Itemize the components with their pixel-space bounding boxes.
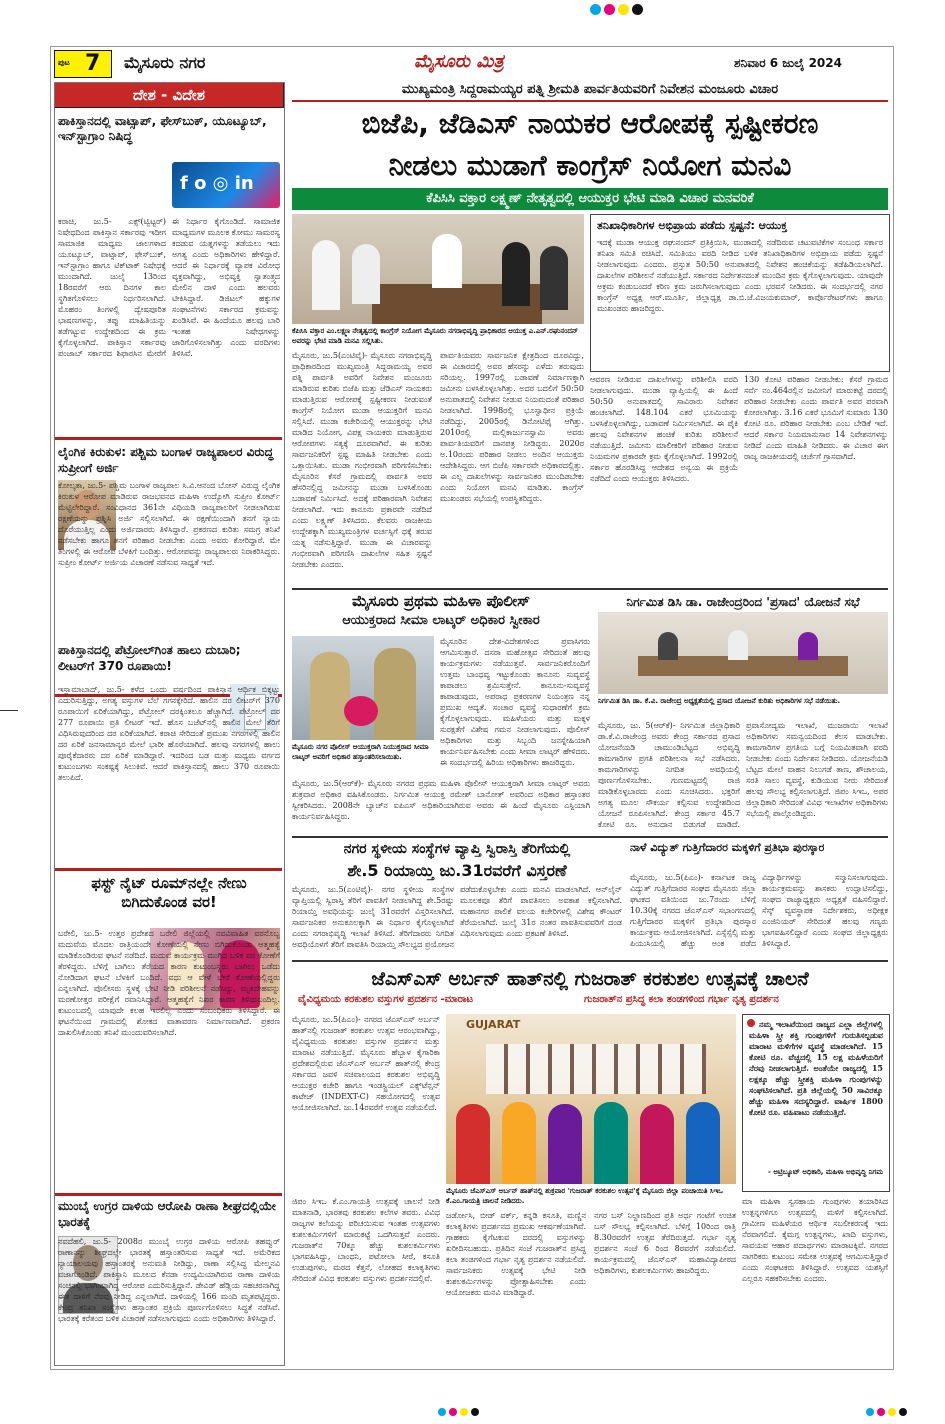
craft-headline: ಜೆಎಸ್‌ಎಸ್ ಅರ್ಬನ್ ಹಾತ್‌ನಲ್ಲಿ ಗುಜರಾತ್ ಕರಕುಶಲ ಉತ್ಸವಕ್ಕೆ ಚಾಲನೆ	[371, 968, 809, 990]
a4-headline: ಫಸ್ಟ್ ನೈಟ್ ರೂಮ್‌ನಲ್ಲೇ ನೇಣು ಬಿಗಿದುಕೊಂಡ ವರ!	[91, 874, 247, 911]
craft-caption: ಮೈಸೂರು ಜೆಎಸ್‌ಎಸ್ ಅರ್ಬನ್ ಹಾತ್‌ನಲ್ಲಿ ಶುಕ್ರವಾರ 'ಗುಜರಾತ್ ಕರಕುಶಲ ಉತ್ಸವ'ಕ್ಕೆ ಮೈಸೂರು ಜಿಲ್ಲಾ ಪಂಚಾಯಿತಿ ಸಿಇಒ ಕೆ.ಎಂ.ಗಾಯತ್ರಿ ಚಾಲನೆ ನೀಡಿದರು.	[446, 1187, 723, 1205]
cyan-dot	[438, 1408, 446, 1416]
divider	[54, 868, 282, 871]
police-headline-1: ಮೈಸೂರು ಪ್ರಥಮ ಮಹಿಳಾ ಪೊಲೀಸ್	[351, 592, 531, 610]
a2-body: ಕೋಲ್ಕತಾ, ಜು.5- ಪಶ್ಚಿಮ ಬಂಗಾಳ ರಾಜ್ಯಪಾಲ ಸಿ.ವಿ.ಆನಂದ ಬೋಸ್ ವಿರುದ್ಧ ಲೈಂಗಿಕ ಕಿರುಕುಳ ಆರೋಪ ಮಾಡಿರುವ ರಾಜಭವನದ ಮಹಿಳಾ ಉದ್ಯೋಗಿ ಸುಪ್ರೀಂ ಕೋರ್ಟ್ ಮೆಟ್ಟಿಲೇರಿದ್ದಾರೆ. ಸಂವಿಧಾನದ 361ನೇ ವಿಧಿಯಡಿ ರಾಜ್ಯಪಾಲರಿಗೆ ನೀಡಲಾಗಿರುವ ರಕ್ಷಣೆಯನ್ನು ಪ್ರಶ್ನಿಸಿ ಅರ್ಜಿ ಸಲ್ಲಿಸಲಾಗಿದೆ. ಈ ರಕ್ಷಣೆಯಿಂದಾಗಿ ತನಗೆ ನ್ಯಾಯ ದೊರೆಯುತ್ತಿಲ್ಲ ಎಂದು ಅರ್ಜಿದಾರರು ತಿಳಿಸಿದ್ದಾರೆ. ಪ್ರಕರಣದ ಕುರಿತು ಸಮಗ್ರ ತನಿಖೆ ನಡೆಸಬೇಕು ಹಾಗೂ ತನಗೆ ಪರಿಹಾರ ನೀಡಬೇಕು ಎಂದು ಅವರು ಕೋರಿದ್ದಾರೆ. ಮೇ ತಿಂಗಳಲ್ಲಿ ಈ ಆರೋಪ ಬೆಳಕಿಗೆ ಬಂದಿತ್ತು. ಆರೋಪವನ್ನು ರಾಜ್ಯಪಾಲರು ನಿರಾಕರಿಸಿದ್ದರು. ಸುಪ್ರೀಂ ಕೋರ್ಟ್ ಅರ್ಜಿಯ ವಿಚಾರಣೆ ನಡೆಸುವ ಸಾಧ್ಯತೆ ಇದೆ.	[58, 481, 280, 567]
paper-name: ಮೈಸೂರು ಮಿತ್ರ	[414, 51, 504, 72]
a2-headline: ಲೈಂಗಿಕ ಕಿರುಕುಳ: ಪಶ್ಚಿಮ ಬಂಗಾಳ ರಾಜ್ಯಪಾಲರ ವಿರುದ್ಧ ಸುಪ್ರೀಂಗೆ ಅರ್ಜಿ	[58, 445, 274, 475]
police-body-right: ಮೈಸೂರಿನ ದೇಶ-ವಿದೇಶಗಳಿಂದ ಪ್ರವಾಸಿಗರು ಆಗಮಿಸುತ್ತಾರೆ. ದಸರಾ ಮಹೋತ್ಸವ ಸೇರಿದಂತೆ ಹಲವು ಕಾರ್ಯಕ್ರಮಗಳು ನಡೆಯುತ್ತವೆ. ಸಾರ್ವಜನಿಕರೊಂದಿಗೆ ಉತ್ತಮ ಬಾಂಧವ್ಯ ಇಟ್ಟುಕೊಂಡು ಕಾನೂನು ಸುವ್ಯವಸ್ಥೆ ಕಾಪಾಡಲು ಶ್ರಮಿಸುತ್ತೇನೆ. ಕಾನೂನು-ಸುವ್ಯವಸ್ಥೆ ಕಾಪಾಡುವುದು, ಅಪರಾಧ ಪ್ರಕರಣಗಳ ನಿಯಂತ್ರಣ ನನ್ನ ಪ್ರಮುಖ ಆದ್ಯತೆ. ಸಂಚಾರ ವ್ಯವಸ್ಥೆ ಸುಧಾರಣೆಗೆ ಕ್ರಮ ಕೈಗೊಳ್ಳಲಾಗುವುದು. ಮಹಿಳೆಯರು ಮತ್ತು ಮಕ್ಕಳ ಸುರಕ್ಷತೆಗೆ ವಿಶೇಷ ಗಮನ ನೀಡಲಾಗುವುದು. ಪೊಲೀಸ್ ಅಧಿಕಾರಿಗಳು ಮತ್ತು ಸಿಬ್ಬಂದಿ ಜನಸ್ನೇಹಿಯಾಗಿ ಕಾರ್ಯನಿರ್ವಹಿಸಬೇಕು ಎಂದು ಸೀಮಾ ಲಾಟ್ಕರ್ ಹೇಳಿದರು. ಈ ಸಂದರ್ಭದಲ್ಲಿ ಹಿರಿಯ ಅಧಿಕಾರಿಗಳು ಹಾಜರಿದ್ದರು.	[440, 637, 590, 767]
page-number: 7	[85, 51, 101, 76]
craft-body-6: ಮಾ ಮಹಿಳಾ ಸ್ವಸಹಾಯ ಗುಂಪುಗಳು ತಯಾರಿಸಿದ ಉತ್ಪನ್ನಗಳಿಗೂ ಉತ್ಸವದಲ್ಲಿ ಮಳಿಗೆ ಕಲ್ಪಿಸಲಾಗಿದೆ. ಗ್ರಾಮೀಣ ಮಹಿಳೆಯರ ಆರ್ಥಿಕ ಸಬಲೀಕರಣಕ್ಕೆ ಇದು ನೆರವಾಗಲಿದೆ. ಕೈಮಗ್ಗ ಉತ್ಪನ್ನಗಳು, ಖಾದಿ ವಸ್ತುಗಳು, ಸಾವಯವ ಆಹಾರ ಪದಾರ್ಥಗಳು ಮಾರಾಟಕ್ಕಿವೆ. ನಗರದ ನಾಗರಿಕರು ಕುಟುಂಬ ಸಮೇತ ಉತ್ಸವಕ್ಕೆ ಆಗಮಿಸುತ್ತಿದ್ದಾರೆ ಎಂದು ಸಂಘಟಕರು ತಿಳಿಸಿದ್ದಾರೆ. ಉತ್ಸವದ ಯಶಸ್ಸಿಗೆ ಎಲ್ಲರೂ ಸಹಕರಿಸಬೇಕು ಎಂದರು.	[742, 1197, 888, 1283]
divider	[292, 836, 888, 838]
lead-body-mid: ಪಾರ್ವತಿಯವರು ಸಾರ್ವಜನಿಕ ಕ್ಷೇತ್ರದಿಂದ ದೂರವಿದ್ದು, ಈ ವಿಚಾರದಲ್ಲಿ ಅವರ ಹೆಸರನ್ನು ಎಳೆದು ತರುವುದು ಸರಿಯಲ್ಲ. 1997ರಲ್ಲಿ ಬಡಾವಣೆ ನಿರ್ಮಾಣಕ್ಕಾಗಿ ಜಮೀನು ಬಳಸಿಕೊಳ್ಳಲಾಗಿತ್ತು. ಅದರ ಬದಲಿಗೆ 50:50 ಅನುಪಾತದಲ್ಲಿ ನಿವೇಶನ ನೀಡುವ ನಿಯಮದಂತೆ ಪರಿಹಾರ ನೀಡಲಾಗಿದೆ. 1998ರಲ್ಲಿ ಭೂಸ್ವಾಧೀನ ಪ್ರಕ್ರಿಯೆ ನಡೆದಿದ್ದು, 2005ರಲ್ಲಿ ಡಿನೋಟಿಫೈ ಆಗಿತ್ತು. 2010ರಲ್ಲಿ ಮಲ್ಲಿಕಾರ್ಜುನಸ್ವಾಮಿ ಅವರು ಪಾರ್ವತಿಯವರಿಗೆ ದಾನಪತ್ರ ನೀಡಿದ್ದರು. 2020ರ ಅ.10ರಂದು ಪರಿಹಾರ ನೀಡಲು ಅಂದಿನ ಆಯುಕ್ತರು ಆದೇಶಿಸಿದ್ದರು. ಆಗ ಬಿಜೆಪಿ ಸರ್ಕಾರವೇ ಅಧಿಕಾರದಲ್ಲಿತ್ತು. ಈ ಎಲ್ಲ ದಾಖಲೆಗಳನ್ನು ಸಾರ್ವಜನಿಕರ ಮುಂದಿಡಬೇಕು ಎಂದು ನಿಯೋಗ ಮನವಿ ಮಾಡಿತು. ಕಾಂಗ್ರೆಸ್ ಮುಖಂಡರು ಸಭೆಯಲ್ಲಿ ಉಪಸ್ಥಿತರಿದ್ದರು.	[440, 351, 584, 503]
date: ಶನಿವಾರ 6 ಜುಲೈ 2024	[734, 56, 842, 70]
bottom-registration-marks-right	[866, 1408, 926, 1418]
person-5	[540, 246, 568, 310]
divider	[54, 437, 282, 440]
person-1	[312, 240, 340, 310]
divider	[292, 588, 888, 590]
dancer	[502, 1102, 536, 1184]
crop-mark	[0, 710, 18, 711]
black-dot	[471, 1408, 479, 1416]
social-media-logos	[172, 162, 280, 208]
officer-2	[374, 648, 416, 740]
a5-body: ನವದೆಹಲಿ, ಜು.5- 2008ರ ಮುಂಬೈ ಉಗ್ರರ ದಾಳಿಯ ಆರೋಪಿ ತಹವ್ವುರ್ ರಾಣಾನನ್ನು ಶೀಘ್ರದಲ್ಲೇ ಭಾರತಕ್ಕೆ ಹಸ್ತಾಂತರಿಸುವ ಸಾಧ್ಯತೆ ಇದೆ. ಅಮೆರಿಕದ ನ್ಯಾಯಾಲಯವು ಹಸ್ತಾಂತರಕ್ಕೆ ಅನುಮತಿ ನೀಡಿದ್ದು, ರಾಣಾ ಸಲ್ಲಿಸಿದ್ದ ಮೇಲ್ಮನವಿ ವಜಾಗೊಂಡಿದೆ. ಪಾಕಿಸ್ತಾನಿ ಮೂಲದ ಕೆನಡಾ ಉದ್ಯಮಿಯಾಗಿರುವ ರಾಣಾ ದಾಳಿಯ ಸಂಚಿನಲ್ಲಿ ಭಾಗಿಯಾಗಿದ್ದ ಆರೋಪ ಎದುರಿಸುತ್ತಿದ್ದಾನೆ. ಡೇವಿಡ್ ಹೆಡ್ಲಿಯ ಸಹಚರನಾಗಿದ್ದ ಈತ ದಾಳಿಗೆ ನೆರವು ನೀಡಿದ್ದ ಎನ್ನಲಾಗಿದೆ. ದಾಳಿಯಲ್ಲಿ 166 ಮಂದಿ ಮೃತಪಟ್ಟಿದ್ದರು. ಕೇಂದ್ರ ತನಿಖಾ ಸಂಸ್ಥೆಗಳು ಹಸ್ತಾಂತರ ಪ್ರಕ್ರಿಯೆ ಪೂರ್ಣಗೊಳಿಸಲು ಸಿದ್ಧತೆ ನಡೆಸಿವೆ. ಭಾರತಕ್ಕೆ ಕರೆತಂದ ಬಳಿಕ ವಿಚಾರಣೆ ನಡೆಸಲಾಗುವುದು ಎಂದು ಅಧಿಕಾರಿಗಳು ತಿಳಿಸಿದ್ದಾರೆ.	[58, 1237, 280, 1323]
lead-sidebar	[590, 214, 890, 372]
person-3	[432, 234, 462, 288]
craft-quote: ನಮ್ಮ ಇಲಾಖೆಯಿಂದ ರಾಜ್ಯದ ಎಲ್ಲಾ ಜಿಲ್ಲೆಗಳಲ್ಲಿ ಮಹಿಳಾ ಸ್ತ್ರೀ ಶಕ್ತಿ ಗುಂಪುಗಳಿಗೆ ಗುರುತಿಸಲ್ಪಡುವ ಮಾರಾಟ ಮಳಿಗೆಗಳ ವ್ಯವಸ್ಥೆ ಮಾಡಲಾಗಿದೆ. 15 ಕೋಟಿ ರೂ. ವೆಚ್ಚದಲ್ಲಿ 15 ಲಕ್ಷ ಮಹಿಳೆಯರಿಗೆ ನೆರವು ನೀಡಲಾಗುತ್ತಿದೆ. ಅಂತೆಯೇ ರಾಜ್ಯದಲ್ಲಿ 15 ಲಕ್ಷಕ್ಕೂ ಹೆಚ್ಚು ಸ್ತ್ರೀಶಕ್ತಿ ಮಹಿಳಾ ಗುಂಪುಗಳನ್ನು ಸಂಘಟಿಸಲಾಗಿದೆ. ಪ್ರತಿ ಜಿಲ್ಲೆಯಲ್ಲಿ 50 ಸಾವಿರಕ್ಕೂ ಹೆಚ್ಚು ಮಹಿಳಾ ಸದಸ್ಯರಿದ್ದಾರೆ. ವಾರ್ಷಿಕ 1800 ಕೋಟಿ ರೂ. ವಹಿವಾಟು ನಡೆಯುತ್ತಿದೆ.	[749, 1019, 883, 1117]
lead-photo-caption: ಕೆಪಿಸಿಸಿ ವಕ್ತಾರ ಎಂ.ಲಕ್ಷ್ಮಣ ನೇತೃತ್ವದಲ್ಲಿ ಕಾಂಗ್ರೆಸ್ ನಿಯೋಗ ಮೈಸೂರು ನಗರಾಭಿವೃದ್ಧಿ ಪ್ರಾಧಿಕಾರದ ಆಯುಕ್ತ ಎ.ಎನ್.ರಘುನಂದನ್ ಅವರನ್ನು ಭೇಟಿ ಮಾಡಿ ಮನವಿ ಸಲ್ಲಿಸಿತು.	[292, 327, 579, 345]
lead-subhead: ಕೆಪಿಸಿಸಿ ವಕ್ತಾರ ಲಕ್ಷ್ಮಣ್ ನೇತೃತ್ವದಲ್ಲಿ ಆಯುಕ್ತರ ಭೇಟಿ ಮಾಡಿ ವಿಚಾರ ಮನವರಿಕೆ	[292, 188, 888, 210]
craft-subheads	[292, 994, 888, 1010]
sidebar-body: ಇದಕ್ಕೆ ಮುಡಾ ಆಯುಕ್ತ ರಘುನಂದನ್ ಪ್ರತಿಕ್ರಿಯಿಸಿ, ಮುಡಾದಲ್ಲಿ ನಡೆದಿರುವ ಚಟುವಟಿಕೆಗಳ ಸಂಬಂಧ ಸರ್ಕಾರ ತನಿಖಾ ಸಮಿತಿ ರಚಿಸಿದೆ. ಸಮಿತಿಯು ವರದಿ ನೀಡಿದ ಬಳಿಕ ತನಿಖಾಧಿಕಾರಿಗಳ ಅಭಿಪ್ರಾಯ ಪಡೆದು ಸ್ಪಷ್ಟನೆ ನೀಡಲಾಗುವುದು ಎಂದರು. ಪ್ರಸ್ತುತ 50:50 ಅನುಪಾತದಲ್ಲಿ ನಿವೇಶನ ಹಂಚಿಕೆಯನ್ನು ತಡೆಹಿಡಿಯಲಾಗಿದೆ. ದಾಖಲೆಗಳ ಪರಿಶೀಲನೆ ನಡೆಯುತ್ತಿದೆ. ಸರ್ಕಾರದ ನಿರ್ದೇಶನದಂತೆ ಮುಂದಿನ ಕ್ರಮ ಕೈಗೊಳ್ಳಲಾಗುವುದು. ಯಾವುದೇ ಅಕ್ರಮ ಕಂಡುಬಂದರೆ ಕಠಿಣ ಕ್ರಮ ಜರುಗಿಸಲಾಗುವುದು ಎಂದು ಭರವಸೆ ನೀಡಿದರು. ಈ ಸಂದರ್ಭದಲ್ಲಿ ನಗರ ಕಾಂಗ್ರೆಸ್ ಅಧ್ಯಕ್ಷ ಆರ್.ಮೂರ್ತಿ, ಜಿಲ್ಲಾಧ್ಯಕ್ಷ ಡಾ.ಬಿ.ಜೆ.ವಿಜಯಕುಮಾರ್, ಕಾರ್ಪೊರೇಟರ್‌ಗಳು ಹಾಗೂ ಮುಖಂಡರು ಹಾಜರಿದ್ದರು.	[597, 238, 883, 313]
masthead	[54, 50, 892, 76]
lead-headline-2: ನೀಡಲು ಮುಡಾಗೆ ಕಾಂಗ್ರೆಸ್ ನಿಯೋಗ ಮನವಿ	[388, 149, 792, 182]
a3-headline-visible: ಪಾಕಿಸ್ತಾನದಲ್ಲಿ ಪೆಟ್ರೋಲ್‌ಗಿಂತ ಹಾಲು ದುಬಾರಿ; ಲೀಟರ್‌ಗೆ 370 ರೂಪಾಯಿ!	[58, 642, 280, 674]
tax-body: ಮೈಸೂರು, ಜು.5(ಎಂಟಿವೈ)- ನಗರ ಸ್ಥಳೀಯ ಸಂಸ್ಥೆಗಳ ವ್ಯಾಪ್ತಿಯಲ್ಲಿ ಸ್ವಿರಾಸ್ತಿ ತೆರಿಗೆ ಪಾವತಿಗೆ ನೀಡಲಾಗಿದ್ದ ಶೇ.5ರಷ್ಟು ರಿಯಾಯ್ತಿ ಅವಧಿಯನ್ನು ಜುಲೈ 31ರವರೆಗೆ ವಿಸ್ತರಿಸಲಾಗಿದೆ. ಸಾರ್ವಜನಿಕರ ಅನುಕೂಲಕ್ಕಾಗಿ ಈ ನಿರ್ಧಾರ ಕೈಗೊಳ್ಳಲಾಗಿದೆ ಎಂದು ನಗರಾಭಿವೃದ್ಧಿ ಇಲಾಖೆ ತಿಳಿಸಿದೆ. ತೆರಿಗೆದಾರರು ನಿಗದಿತ ಅವಧಿಯೊಳಗೆ ತೆರಿಗೆ ಪಾವತಿಸಿ ರಿಯಾಯ್ತಿ ಸೌಲಭ್ಯದ ಪ್ರಯೋಜನ ಪಡೆದುಕೊಳ್ಳಬೇಕು ಎಂದು ಮನವಿ ಮಾಡಲಾಗಿದೆ. ಆನ್‌ಲೈನ್ ಮೂಲಕವೂ ತೆರಿಗೆ ಪಾವತಿಸಲು ಅವಕಾಶ ಕಲ್ಪಿಸಲಾಗಿದೆ. ಮಹಾನಗರ ಪಾಲಿಕೆ ವಲಯ ಕಚೇರಿಗಳಲ್ಲಿ ವಿಶೇಷ ಕೌಂಟರ್ ತೆರೆಯಲಾಗಿದೆ. ಜುಲೈ 31ರ ನಂತರ ಪಾವತಿಸುವವರಿಗೆ ದಂಡ ವಿಧಿಸಲಾಗುವುದು ಎಂದು ಪ್ರಕಟಣೆ ತಿಳಿಸಿದೆ.	[292, 885, 622, 949]
section-name: ಮೈಸೂರು ನಗರ	[124, 53, 206, 72]
page-number-box	[54, 50, 112, 78]
dancer	[456, 1104, 490, 1184]
divider	[54, 1193, 282, 1196]
cyan-dot	[866, 1408, 874, 1416]
a4-body: ಬರೇಲಿ, ಜು.5- ಉತ್ತರ ಪ್ರದೇಶದ ಬರೇಲಿ ಜಿಲ್ಲೆಯಲ್ಲಿ ನವವಿವಾಹಿತ ವರನೊಬ್ಬ ಮದುವೆಯ ಮೊದಲ ರಾತ್ರಿಯಂದೇ ಕೋಣೆಯಲ್ಲಿ ನೇಣು ಬಿಗಿದುಕೊಂಡು ಆತ್ಮಹತ್ಯೆ ಮಾಡಿಕೊಂಡಿರುವ ಘಟನೆ ನಡೆದಿದೆ. ಮದುವೆ ಕಾರ್ಯಕ್ರಮ ಮುಗಿದ ಬಳಿಕ ವರ ಕೋಣೆಗೆ ತೆರಳಿದ್ದರು. ಬೆಳಿಗ್ಗೆ ಬಾಗಿಲು ತೆರೆಯದ ಕಾರಣ ಕುಟುಂಬಸ್ಥರು ಬಾಗಿಲು ಒಡೆದು ನೋಡಿದಾಗ ಘಟನೆ ಬೆಳಕಿಗೆ ಬಂದಿದೆ. ವಧು ಆ ವೇಳೆ ಬೇರೆ ಕೋಣೆಯಲ್ಲಿದ್ದರು ಎನ್ನಲಾಗಿದೆ. ಪೊಲೀಸರು ಸ್ಥಳಕ್ಕೆ ಭೇಟಿ ನೀಡಿ ಪರಿಶೀಲನೆ ನಡೆಸಿದ್ದು, ಮೃತದೇಹವನ್ನು ಮರಣೋತ್ತರ ಪರೀಕ್ಷೆಗೆ ರವಾನಿಸಿದ್ದಾರೆ. ಆತ್ಮಹತ್ಯೆಗೆ ನಿಖರ ಕಾರಣ ತಿಳಿದುಬಂದಿಲ್ಲ. ಕುಟುಂಬದಲ್ಲಿ ಯಾವುದೇ ಕಲಹ ಇರಲಿಲ್ಲ ಎಂದು ಸಂಬಂಧಿಕರು ತಿಳಿಸಿದ್ದಾರೆ. ಈ ಘಟನೆಯಿಂದ ಗ್ರಾಮದಲ್ಲಿ ಶೋಕದ ವಾತಾವರಣ ನಿರ್ಮಾಣವಾಗಿದೆ. ಪ್ರಕರಣ ದಾಖಲಿಸಿಕೊಂಡು ತನಿಖೆ ಮುಂದುವರಿಸಲಾಗಿದೆ.	[58, 929, 280, 1037]
meeting-caption: ನಿರ್ಗಮಿತ ಡಿಸಿ ಡಾ. ಕೆ.ವಿ. ರಾಜೇಂದ್ರ ಅಧ್ಯಕ್ಷತೆಯಲ್ಲಿ ಪ್ರಸಾದ ಯೋಜನೆ ಕುರಿತು ಅಧಿಕಾರಿಗಳ ಸಭೆ ನಡೆಯಿತು.	[598, 697, 841, 705]
lead-body-right-b: 130 ಕೋಟಿ ಪರಿಹಾರ ನೀಡಬೇಕು: ಕೆಸರೆ ಗ್ರಾಮದ ಸರ್ವೆ ನಂ.464ರಲ್ಲಿನ ಜಮೀನಿಗೆ ಮಾರುಕಟ್ಟೆ ದರದಲ್ಲಿ ಪರಿಹಾರ ನೀಡಬೇಕು ಎಂದು ಪಾರ್ವತಿ ಅವರ ಪರವಾಗಿ ಕೋರಲಾಗಿತ್ತು. 3.16 ಎಕರೆ ಭೂಮಿಗೆ ಸುಮಾರು 130 ಕೋಟಿ ರೂ. ಪರಿಹಾರ ನೀಡಬೇಕು ಎಂಬ ಬೇಡಿಕೆ ಇದೆ. ಆದರೆ ಸರ್ಕಾರ ನಿಯಮಾನುಸಾರ 14 ನಿವೇಶನಗಳನ್ನು ನೀಡಿದೆ ಎಂದು ಮಾಹಿತಿ ನೀಡಿದರು. ಈ ವಿಚಾರ ಈಗ ರಾಜ್ಯ ರಾಜಕೀಯದಲ್ಲಿ ಚರ್ಚೆಗೆ ಗ್ರಾಸವಾಗಿದೆ.	[744, 375, 888, 461]
magenta-dot	[604, 4, 615, 15]
lead-kicker: ಮುಖ್ಯಮಂತ್ರಿ ಸಿದ್ದರಾಮಯ್ಯರ ಪತ್ನಿ ಶ್ರೀಮತಿ ಪಾರ್ವತಿಯವರಿಗೆ ನಿವೇಶನ ಮಂಜೂರು ವಿಚಾರ	[401, 82, 779, 97]
craft-quote-box	[742, 1014, 890, 1192]
a3-body: ಇಸ್ಲಾಮಾಬಾದ್, ಜು.5- ಕಳೆದ ಒಂದು ವರ್ಷದಿಂದ ಪಾಕಿಸ್ತಾನ ಆರ್ಥಿಕ ಬಿಕ್ಕಟ್ಟು ಎದುರಿಸುತ್ತಿದ್ದು, ಅಗತ್ಯ ವಸ್ತುಗಳ ಬೆಲೆ ಗಗನಕ್ಕೇರಿದೆ. ಹಾಲಿನ ದರ ಲೀಟರ್‌ಗೆ 370 ರೂಪಾಯಿಗೆ ಏರಿಕೆಯಾಗಿದ್ದು, ಪೆಟ್ರೋಲ್ ದರಕ್ಕಿಂತಲೂ ಹೆಚ್ಚಾಗಿದೆ. ಪೆಟ್ರೋಲ್ ದರ 277 ರೂಪಾಯಿ ಪ್ರತಿ ಲೀಟರ್ ಇದೆ. ಹೊಸ ಬಜೆಟ್‌ನಲ್ಲಿ ಹಾಲಿನ ಮೇಲೆ ತೆರಿಗೆ ವಿಧಿಸಿರುವುದರಿಂದ ದರ ಏರಿಕೆಯಾಗಿದೆ. ಕರಾಚಿ ಸೇರಿದಂತೆ ಪ್ರಮುಖ ನಗರಗಳಲ್ಲಿ ಹಾಲಿನ ದರ ಏರಿಕೆ ಜನಸಾಮಾನ್ಯರ ಮೇಲೆ ಭಾರೀ ಹೊರೆಯಾಗಿದೆ. ಹಲವು ನಗರಗಳಲ್ಲಿ ಹಾಲು ಪೂರೈಕೆದಾರರು ದರ ಏರಿಕೆ ಮಾಡಿದ್ದಾರೆ. ಇದರಿಂದ ಬಡ ಮತ್ತು ಮಧ್ಯಮ ವರ್ಗದ ಕುಟುಂಬಗಳು ಸಂಕಷ್ಟಕ್ಕೆ ಸಿಲುಕಿವೆ. ಆದರೆ ಪಾಕಿಸ್ತಾನದಲ್ಲಿ ಹಾಲು 370 ರೂಪಾಯಿ ತಲುಪಿದೆ.	[58, 685, 280, 782]
craft-body-4: ನಗರ ಬಸ್ ನಿಲ್ದಾಣದಿಂದ ಪ್ರತಿ ಅರ್ಧ ಗಂಟೆಗೆ ಉಚಿತ ಬಸ್ ಸೌಲಭ್ಯ ಕಲ್ಪಿಸಲಾಗಿದೆ. ಬೆಳಿಗ್ಗೆ 10ರಿಂದ ರಾತ್ರಿ 8.30ರವರೆಗೆ ಉತ್ಸವ ತೆರೆದಿರುತ್ತದೆ. ಗರ್ಭಾ ನೃತ್ಯ ಪ್ರದರ್ಶನ ಸಂಜೆ 6 ರಿಂದ 8ರವರೆಗೆ ನಡೆಯಲಿದೆ. ಕಾರ್ಯಕ್ರಮದಲ್ಲಿ ಜೆಎಸ್‌ಎಸ್ ಮಹಾವಿದ್ಯಾಪೀಠದ ಅಧಿಕಾರಿಗಳು, ಕುಶಲಕರ್ಮಿಗಳು ಹಾಜರಿದ್ದರು.	[594, 1211, 736, 1275]
craft-photo	[446, 1014, 736, 1184]
attendee	[728, 630, 748, 660]
officer-1	[310, 652, 350, 740]
yellow-dot	[460, 1408, 468, 1416]
a1-body: ಕರಾಚಿ, ಜು.5- ಎಕ್ಸ್(ಟ್ವಿಟ್ಟರ್) ನಿಷೇಧದಿಂದ ಪಾಕಿಸ್ತಾನ ಸರ್ಕಾರವು ಇದೀಗ ಸಾಮಾಜಿಕ ಮಾಧ್ಯಮ ಜಾಲಗಳಾದ ಯೂಟ್ಯೂಬ್, ವಾಟ್ಸಾಪ್, ಫೇಸ್‌ಬುಕ್, ಇನ್‌ಸ್ಟಾಗ್ರಾಂ ಹಾಗೂ ಟಿಕ್‌ಟಾಕ್ ನಿಷೇಧಕ್ಕೆ ಮುಂದಾಗಿದೆ. ಜುಲೈ 13ರಿಂದ 18ರವರೆಗೆ ಆರು ದಿನಗಳ ಕಾಲ ಸ್ಥಗಿತಗೊಳಿಸಲು ನಿರ್ಧರಿಸಲಾಗಿದೆ. ಮೊಹರಂ ತಿಂಗಳಲ್ಲಿ ದ್ವೇಷಪೂರಿತ ಭಾಷಣಗಳನ್ನು, ತಪ್ಪು ಮಾಹಿತಿಯನ್ನು ತಡೆಗಟ್ಟುವ ಉದ್ದೇಶದಿಂದ ಈ ಕ್ರಮ ಕೈಗೊಳ್ಳಲಾಗಿದೆ. ಪಾಕಿಸ್ತಾನ ಸರ್ಕಾರವು ಪಂಜಾಬ್ ಸರ್ಕಾರದ ಶಿಫಾರಸಿನ ಮೇರೆಗೆ ಈ ನಿರ್ಧಾರ ಕೈಗೊಂಡಿದೆ. ಸಾಮಾಜಿಕ ಮಾಧ್ಯಮಗಳ ಮೂಲಕ ಕೋಮು ಸಾಮರಸ್ಯ ಕದಡುವ ಯತ್ನಗಳನ್ನು ತಡೆಯಲು ಇದು ಅಗತ್ಯ ಎಂದು ಅಧಿಕಾರಿಗಳು ಹೇಳಿದ್ದಾರೆ. ಆದರೆ ಈ ನಿರ್ಧಾರಕ್ಕೆ ವ್ಯಾಪಕ ವಿರೋಧ ವ್ಯಕ್ತವಾಗಿದ್ದು, ಅಭಿವ್ಯಕ್ತಿ ಸ್ವಾತಂತ್ರ್ಯದ ಮೇಲಿನ ದಾಳಿ ಎಂದು ಹಲವರು ಟೀಕಿಸಿದ್ದಾರೆ. ಡಿಜಿಟಲ್ ಹಕ್ಕುಗಳ ಸಂಘಟನೆಗಳು ಸರ್ಕಾರದ ಕ್ರಮವನ್ನು ಖಂಡಿಸಿವೆ. ಈ ಹಿಂದೆಯೂ ಹಲವು ಬಾರಿ ಇಂತಹ ನಿಷೇಧಗಳನ್ನು ಜಾರಿಗೊಳಿಸಲಾಗಿತ್ತು ಎಂದು ವರದಿಗಳು ತಿಳಿಸಿವೆ.	[58, 217, 280, 358]
bouquet	[344, 696, 378, 726]
yellow-dot	[618, 4, 629, 15]
award-body: ಮೈಸೂರು, ಜು.5(ಪಿಎಂ)- ಕರ್ನಾಟಕ ರಾಜ್ಯ ವಿದ್ಯುತ್ ಗುತ್ತಿಗೆದಾರರ ಸಂಘದ ಮೈಸೂರು ಜಿಲ್ಲಾ ಘಟಕದ ವತಿಯಿಂದ ಜು.7ರಂದು ಬೆಳಿಗ್ಗೆ 10.30ಕ್ಕೆ ನಗರದ ಜೆಎಸ್‌ಎಸ್ ಸಭಾಂಗಣದಲ್ಲಿ ಗುತ್ತಿಗೆದಾರರ ಮಕ್ಕಳಿಗೆ ಪ್ರತಿಭಾ ಪುರಸ್ಕಾರ ಕಾರ್ಯಕ್ರಮ ಆಯೋಜಿಸಲಾಗಿದೆ. ಎಸ್ಸೆಸ್ಸೆಲ್ಸಿ ಮತ್ತು ಪಿಯುಸಿಯಲ್ಲಿ ಹೆಚ್ಚು ಅಂಕ ಪಡೆದ ವಿದ್ಯಾರ್ಥಿಗಳನ್ನು ಸನ್ಮಾನಿಸಲಾಗುವುದು. ಕಾರ್ಯಕ್ರಮವನ್ನು ಶಾಸಕರು ಉದ್ಘಾಟಿಸಲಿದ್ದು, ಸಂಘದ ರಾಜ್ಯಾಧ್ಯಕ್ಷರು ಅಧ್ಯಕ್ಷತೆ ವಹಿಸಲಿದ್ದಾರೆ. ಸೆಸ್ಕ್ ವ್ಯವಸ್ಥಾಪಕ ನಿರ್ದೇಶಕರು, ಅಧೀಕ್ಷಕ ಎಂಜಿನಿಯರ್ ಸೇರಿದಂತೆ ಹಲವು ಗಣ್ಯರು ಭಾಗವಹಿಸಲಿದ್ದಾರೆ ಎಂದು ಸಂಘದ ಜಿಲ್ಲಾಧ್ಯಕ್ಷರು ತಿಳಿಸಿದ್ದಾರೆ.	[630, 873, 888, 948]
dancer	[594, 1102, 628, 1184]
black-dot	[632, 4, 643, 15]
craft-body-1: ಮೈಸೂರು, ಜು.5(ಪಿಎಂ)- ನಗರದ ಜೆಎಸ್‌ಎಸ್ ಅರ್ಬನ್ ಹಾತ್‌ನಲ್ಲಿ ಗುಜರಾತ್ ಕರಕುಶಲ ಉತ್ಸವ ಆರಂಭವಾಗಿದ್ದು, ವೈವಿಧ್ಯಮಯ ಕರಕುಶಲ ವಸ್ತುಗಳ ಪ್ರದರ್ಶನ ಮತ್ತು ಮಾರಾಟ ನಡೆಯುತ್ತಿದೆ. ಮೈಸೂರು ಹೆಬ್ಬಾಳ ಕೈಗಾರಿಕಾ ಪ್ರದೇಶದಲ್ಲಿರುವ ಜೆಎಸ್‌ಎಸ್ ಅರ್ಬನ್ ಹಾತ್‌ನಲ್ಲಿ ಕೇಂದ್ರ ಸರ್ಕಾರದ ಜವಳಿ ಸಚಿವಾಲಯದ ಕರಕುಶಲ ಅಭಿವೃದ್ಧಿ ಆಯುಕ್ತರ ಕಚೇರಿ ಹಾಗೂ ಇಂಡಸ್ಟ್ರಿಯಲ್ ಎಕ್ಸ್‌ಟೆನ್ಷನ್ ಕಾಟೇಜ್ (INDEXT-C) ಸಹಯೋಗದಲ್ಲಿ ಉತ್ಸವ ಆಯೋಜಿಸಲಾಗಿದೆ. ಜು.14ರವರೆಗೆ ಉತ್ಸವ ನಡೆಯಲಿದೆ.	[292, 1015, 440, 1112]
cyan-dot	[590, 4, 601, 15]
police-caption: ಮೈಸೂರು ನಗರ ಪೊಲೀಸ್ ಆಯುಕ್ತರಾಗಿ ನಿಯುಕ್ತರಾದ ಸೀಮಾ ಲಾಟ್ಕರ್ ಅವರಿಗೆ ಅಧಿಕಾರ ಹಸ್ತಾಂತರಿಸಲಾಯಿತು.	[292, 743, 429, 761]
craft-quote-sign: - ಅಟ್ರಿಬ್ಯೂಟ್ ಅಧಿಕಾರಿ, ಮಹಿಳಾ ಅಭಿವೃದ್ಧಿ ನಿಗಮ	[768, 1168, 883, 1176]
dancer	[640, 1104, 674, 1184]
bottom-registration-marks-left	[438, 1408, 498, 1418]
dancer	[686, 1102, 720, 1184]
lead-headline-1: ಬಿಜೆಪಿ, ಜೆಡಿಎಸ್ ನಾಯಕರ ಆರೋಪಕ್ಕೆ ಸ್ಪಷ್ಟೀಕರಣ	[361, 107, 819, 140]
craft-sub-1: ವೈವಿಧ್ಯಮಯ ಕರಕುಶಲ ವಸ್ತುಗಳ ಪ್ರದರ್ಶನ -ಮಾರಾಟ	[298, 994, 474, 1005]
social-logos-label: f o ◎ in	[180, 173, 254, 194]
divider	[292, 960, 888, 962]
divider	[292, 100, 888, 102]
meeting-photo	[598, 612, 888, 694]
page-label: ಪುಟ	[58, 58, 70, 67]
craft-body-2: ಜಿಪಂ ಸಿಇಒ ಕೆ.ಎಂ.ಗಾಯತ್ರಿ ಉತ್ಸವಕ್ಕೆ ಚಾಲನೆ ನೀಡಿ ಮಾತನಾಡಿ, ಭಾರತವು ಕರಕುಶಲ ಕಲೆಗಳ ತವರು. ವಿವಿಧ ರಾಜ್ಯಗಳ ಕಲೆಯನ್ನು ಪರಿಚಯಿಸುವ ಇಂತಹ ಉತ್ಸವಗಳು ಕುಶಲಕರ್ಮಿಗಳಿಗೆ ಮಾರುಕಟ್ಟೆ ಒದಗಿಸುತ್ತವೆ ಎಂದರು. ಗುಜರಾತ್‌ನ 70ಕ್ಕೂ ಹೆಚ್ಚು ಕುಶಲಕರ್ಮಿಗಳು ಭಾಗವಹಿಸಿದ್ದು, ಬಾಂಧನಿ, ಪಟೋಲಾ ಸೀರೆ, ಕಸೂತಿ ಉಡುಪುಗಳು, ಮರದ ಕೆತ್ತನೆ, ಲೋಹದ ಕಲಾಕೃತಿಗಳು ಸೇರಿದಂತೆ ವಿವಿಧ ಕರಕುಶಲ ವಸ್ತುಗಳು ಪ್ರದರ್ಶನದಲ್ಲಿವೆ.	[292, 1197, 440, 1283]
meeting-headline: ನಿರ್ಗಮಿತ ಡಿಸಿ ಡಾ. ರಾಜೇಂದ್ರರಿಂದ 'ಪ್ರಸಾದ' ಯೋಜನೆ ಸಭೆ	[626, 595, 860, 609]
magenta-dot	[449, 1408, 457, 1416]
section-banner: ದೇಶ - ವಿದೇಶ	[54, 82, 284, 108]
black-dot	[899, 1408, 907, 1416]
a1-headline: ಪಾಕಿಸ್ತಾನದಲ್ಲಿ ವಾಟ್ಸಾಪ್, ಫೇಸ್‌ಬುಕ್, ಯೂಟ್ಯೂಬ್, ಇನ್‌ಸ್ಟಾಗ್ರಾಂ ನಿಷಿದ್ಧ	[58, 114, 267, 143]
person-2	[352, 244, 380, 304]
lead-body-left: ಮೈಸೂರು, ಜು.5(ಎಂಟಿವೈ)- ಮೈಸೂರು ನಗರಾಭಿವೃದ್ಧಿ ಪ್ರಾಧಿಕಾರದಿಂದ ಮುಖ್ಯಮಂತ್ರಿ ಸಿದ್ದರಾಮಯ್ಯ ಅವರ ಪತ್ನಿ ಪಾರ್ವತಿ ಅವರಿಗೆ ನಿವೇಶನ ಮಂಜೂರು ಮಾಡಿರುವ ಕುರಿತು ಬಿಜೆಪಿ ಮತ್ತು ಜೆಡಿಎಸ್ ನಾಯಕರು ಮಾಡುತ್ತಿರುವ ಆರೋಪಕ್ಕೆ ಸ್ಪಷ್ಟೀಕರಣ ನೀಡುವಂತೆ ಕಾಂಗ್ರೆಸ್ ನಿಯೋಗ ಮುಡಾ ಆಯುಕ್ತರಿಗೆ ಮನವಿ ಸಲ್ಲಿಸಿದೆ. ಮುಡಾ ಕಚೇರಿಯಲ್ಲಿ ಆಯುಕ್ತರನ್ನು ಭೇಟಿ ಮಾಡಿದ ನಿಯೋಗ, ವಿಪಕ್ಷ ನಾಯಕರು ಮಾಡುತ್ತಿರುವ ಆರೋಪಗಳು ಸತ್ಯಕ್ಕೆ ದೂರವಾಗಿವೆ. ಈ ಕುರಿತು ಸಾರ್ವಜನಿಕರಿಗೆ ಸ್ಪಷ್ಟ ಮಾಹಿತಿ ನೀಡಬೇಕು ಎಂದು ಒತ್ತಾಯಿಸಿತು. ಮುಡಾ ಗಂಭೀರವಾಗಿ ಪರಿಗಣಿಸಬೇಕು: ಮೈಸೂರಿನ ಕೆಸರೆ ಗ್ರಾಮದಲ್ಲಿ ಪಾರ್ವತಿ ಅವರ ಹೆಸರಿನಲ್ಲಿದ್ದ ಜಮೀನನ್ನು ಮುಡಾ ಬಳಸಿಕೊಂಡು ಬಡಾವಣೆ ನಿರ್ಮಿಸಿದೆ. ಅದಕ್ಕೆ ಪರಿಹಾರವಾಗಿ ನಿವೇಶನ ನೀಡಲಾಗಿದೆ. ಇದು ಕಾನೂನು ಪ್ರಕಾರವೇ ನಡೆದಿದೆ ಎಂದು ಲಕ್ಷ್ಮಣ್ ತಿಳಿಸಿದರು. ಕೆಲವರು ರಾಜಕೀಯ ಉದ್ದೇಶಕ್ಕಾಗಿ ಮುಖ್ಯಮಂತ್ರಿಗಳ ವರ್ಚಸ್ಸಿಗೆ ಧಕ್ಕೆ ತರುವ ಯತ್ನ ನಡೆಸುತ್ತಿದ್ದಾರೆ. ಮುಡಾ ಈ ವಿಚಾರವನ್ನು ಗಂಭೀರವಾಗಿ ಪರಿಗಣಿಸಿ ದಾಖಲೆಗಳ ಸಹಿತ ಸ್ಪಷ್ಟನೆ ನೀಡಬೇಕು ಎಂದರು.	[292, 351, 432, 569]
attendee	[658, 632, 678, 660]
award-headline: ನಾಳೆ ವಿದ್ಯುತ್ ಗುತ್ತಿಗೆದಾರರ ಮಕ್ಕಳಿಗೆ ಪ್ರತಿಭಾ ಪುರಸ್ಕಾರ	[630, 841, 825, 854]
attendee	[798, 632, 818, 660]
guests-row	[486, 1044, 706, 1094]
lead-photo	[292, 214, 584, 324]
person-4	[502, 242, 530, 306]
police-body-bottom: ಮೈಸೂರು, ಜು.5(ಆರ್‌ಕೆ)- ಮೈಸೂರು ನಗರದ ಪ್ರಥಮ ಮಹಿಳಾ ಪೊಲೀಸ್ ಆಯುಕ್ತರಾಗಿ ಸೀಮಾ ಲಾಟ್ಕರ್ ಅವರು ಶುಕ್ರವಾರ ಅಧಿಕಾರ ವಹಿಸಿಕೊಂಡರು. ನಿರ್ಗಮಿತ ಆಯುಕ್ತ ರಮೇಶ್ ಬಾನೋತ್ ಅವರಿಂದ ಅಧಿಕಾರ ಹಸ್ತಾಂತರ ಸ್ವೀಕರಿಸಿದರು. 2008ನೇ ಬ್ಯಾಚ್‌ನ ಐಪಿಎಸ್ ಅಧಿಕಾರಿಯಾಗಿರುವ ಅವರು ಈ ಹಿಂದೆ ಮೈಸೂರು ಎಸ್ಪಿಯಾಗಿ ಕಾರ್ಯನಿರ್ವಹಿಸಿದ್ದರು.	[292, 779, 590, 821]
craft-body-3: ಜರ್ಡೋಸಿ, ಬೀಡ್ ವರ್ಕ್, ಕನ್ನಡಿ ಕಸೂತಿ, ಮಣ್ಣಿನ ಕಲಾಕೃತಿಗಳು ಪ್ರದರ್ಶನದ ಪ್ರಮುಖ ಆಕರ್ಷಣೆಯಾಗಿವೆ. ಗ್ರಾಹಕರು ಕೈಗೆಟಕುವ ದರದಲ್ಲಿ ವಸ್ತುಗಳನ್ನು ಖರೀದಿಸಬಹುದು. ಪ್ರತಿದಿನ ಸಂಜೆ ಗುಜರಾತ್‌ನ ಪ್ರಸಿದ್ಧ ಕಲಾ ತಂಡಗಳಿಂದ ಗರ್ಭಾ ನೃತ್ಯ ಪ್ರದರ್ಶನ ನಡೆಯಲಿದೆ. ಸಾರ್ವಜನಿಕರು ಉತ್ಸವಕ್ಕೆ ಭೇಟಿ ನೀಡಿ ಕುಶಲಕರ್ಮಿಗಳನ್ನು ಪ್ರೋತ್ಸಾಹಿಸಬೇಕು ಎಂದು ಆಯೋಜಕರು ಮನವಿ ಮಾಡಿದ್ದಾರೆ.	[446, 1211, 586, 1297]
yellow-dot	[888, 1408, 896, 1416]
magenta-dot	[877, 1408, 885, 1416]
craft-sub-2: ಗುಜರಾತ್‌ನ ಪ್ರಸಿದ್ಧ ಕಲಾ ತಂಡಗಳಿಂದ ಗರ್ಭಾ ನೃತ್ಯ ಪ್ರದರ್ಶನ	[584, 994, 779, 1005]
lead-body-right-a: ಆವರಣ ನೀಡಿರುವ ದಾಖಲೆಗಳನ್ನು ಪರಿಶೀಲಿಸಿ ವರದಿ ನೀಡಲಾಗುವುದು. ಮುಡಾ ವ್ಯಾಪ್ತಿಯಲ್ಲಿ ಈ ಹಿಂದೆ 50:50 ಅನುಪಾತದಲ್ಲಿ ಸಾವಿರಾರು ನಿವೇಶನ ಹಂಚಲಾಗಿದೆ. 148.104 ಎಕರೆ ಭೂಮಿಯನ್ನು ಬಳಸಿಕೊಳ್ಳಲಾಗಿದ್ದು, ಬಡಾವಣೆ ನಿರ್ಮಿಸಲಾಗಿದೆ. ಈ ಪೈಕಿ ಹಲವು ನಿವೇಶನಗಳ ಹಂಚಿಕೆ ಕುರಿತು ಪರಿಶೀಲನೆ ನಡೆಯುತ್ತಿದೆ. ಜಮೀನು ಮಾಲೀಕರಿಗೆ ಪರಿಹಾರ ನೀಡುವ ನಿಯಮಗಳ ಪ್ರಕಾರವೇ ಕ್ರಮ ಕೈಗೊಳ್ಳಲಾಗಿದೆ. 1992ರಲ್ಲಿ ಸರ್ಕಾರ ಹೊರಡಿಸಿದ್ದ ಆದೇಶದ ಅನ್ವಯ ಈ ಪ್ರಕ್ರಿಯೆ ನಡೆದಿದೆ ಎಂದು ಆಯುಕ್ತರು ತಿಳಿಸಿದರು.	[590, 375, 738, 483]
a5-headline: ಮುಂಬೈ ಉಗ್ರರ ದಾಳಿಯ ಆರೋಪಿ ರಾಣಾ ಶೀಘ್ರದಲ್ಲಿಯೇ ಭಾರತಕ್ಕೆ	[58, 1199, 276, 1229]
tax-headline-2: ಶೇ.5 ರಿಯಾಯ್ತಿ ಜು.31ರವರೆಗೆ ವಿಸ್ತರಣೆ	[347, 861, 567, 880]
craft-photo-banner: GUJARAT	[466, 1018, 521, 1031]
police-photo	[292, 636, 434, 740]
tax-headline-1: ನಗರ ಸ್ಥಳೀಯ ಸಂಸ್ಥೆಗಳ ವ್ಯಾಪ್ತಿ ಸ್ವಿರಾಸ್ತಿ ತೆರಿಗೆಯಲ್ಲಿ	[343, 841, 571, 857]
dancer	[548, 1104, 582, 1184]
top-registration-marks	[590, 4, 690, 16]
left-column	[54, 82, 284, 1365]
sidebar-title: ತನಿಖಾಧಿಕಾರಿಗಳ ಅಭಿಪ್ರಾಯ ಪಡೆದು ಸ್ಪಷ್ಟನೆ: ಆಯುಕ್ತ	[597, 219, 788, 232]
police-headline-2: ಆಯುಕ್ತರಾದ ಸೀಮಾ ಲಾಟ್ಕರ್ ಅಧಿಕಾರ ಸ್ವೀಕಾರ	[342, 613, 540, 628]
meeting-body: ಮೈಸೂರು, ಜು. 5(ಆರ್‌ಕೆ)- ನಿರ್ಗಮಿತ ಜಿಲ್ಲಾಧಿಕಾರಿ ಡಾ.ಕೆ.ವಿ.ರಾಜೇಂದ್ರ ಅವರು ಕೇಂದ್ರ ಸರ್ಕಾರದ ಪ್ರಸಾದ ಯೋಜನೆಯಡಿ ಚಾಮುಂಡಿಬೆಟ್ಟದ ಅಭಿವೃದ್ಧಿ ಕಾಮಗಾರಿಗಳ ಪ್ರಗತಿ ಪರಿಶೀಲನಾ ಸಭೆ ನಡೆಸಿದರು. ಕಾಮಗಾರಿಗಳನ್ನು ನಿಗದಿತ ಅವಧಿಯಲ್ಲಿ ಪೂರ್ಣಗೊಳಿಸಬೇಕು. ಗುಣಮಟ್ಟದಲ್ಲಿ ರಾಜಿ ಮಾಡಿಕೊಳ್ಳಬಾರದು ಎಂದು ಸೂಚಿಸಿದರು. ಭಕ್ತರಿಗೆ ಅಗತ್ಯ ಮೂಲ ಸೌಕರ್ಯ ಕಲ್ಪಿಸುವ ಉದ್ದೇಶದಿಂದ ಯೋಜನೆ ರೂಪಿಸಲಾಗಿದೆ. ಕೇಂದ್ರ ಸರ್ಕಾರ 45.7 ಕೋಟಿ ರೂ. ಅನುದಾನ ಬಿಡುಗಡೆ ಮಾಡಿದೆ. ಪ್ರವಾಸೋದ್ಯಮ ಇಲಾಖೆ, ಮುಜರಾಯಿ ಇಲಾಖೆ ಅಧಿಕಾರಿಗಳು ಸಮನ್ವಯದಿಂದ ಕೆಲಸ ಮಾಡಬೇಕು. ಕಾಮಗಾರಿಗಳ ಪ್ರಗತಿಯ ಬಗ್ಗೆ ನಿಯಮಿತವಾಗಿ ವರದಿ ನೀಡಬೇಕು ಎಂದು ನಿರ್ದೇಶನ ನೀಡಿದರು. ಯೋಜನೆಯಡಿ ಬೆಟ್ಟದ ಮೇಲೆ ವಾಹನ ನಿಲುಗಡೆ ತಾಣ, ಶೌಚಾಲಯ, ಸರತಿ ಸಾಲು ವ್ಯವಸ್ಥೆ, ಕುಡಿಯುವ ನೀರು ಸೇರಿದಂತೆ ಹಲವು ಸೌಲಭ್ಯ ಕಲ್ಪಿಸಲಾಗುತ್ತಿದೆ. ಜಿಪಂ ಸಿಇಒ, ಅಪರ ಜಿಲ್ಲಾಧಿಕಾರಿ ಸೇರಿದಂತೆ ವಿವಿಧ ಇಲಾಖೆಗಳ ಅಧಿಕಾರಿಗಳು ಸಭೆಯಲ್ಲಿ ಪಾಲ್ಗೊಂಡಿದ್ದರು.	[598, 721, 888, 829]
